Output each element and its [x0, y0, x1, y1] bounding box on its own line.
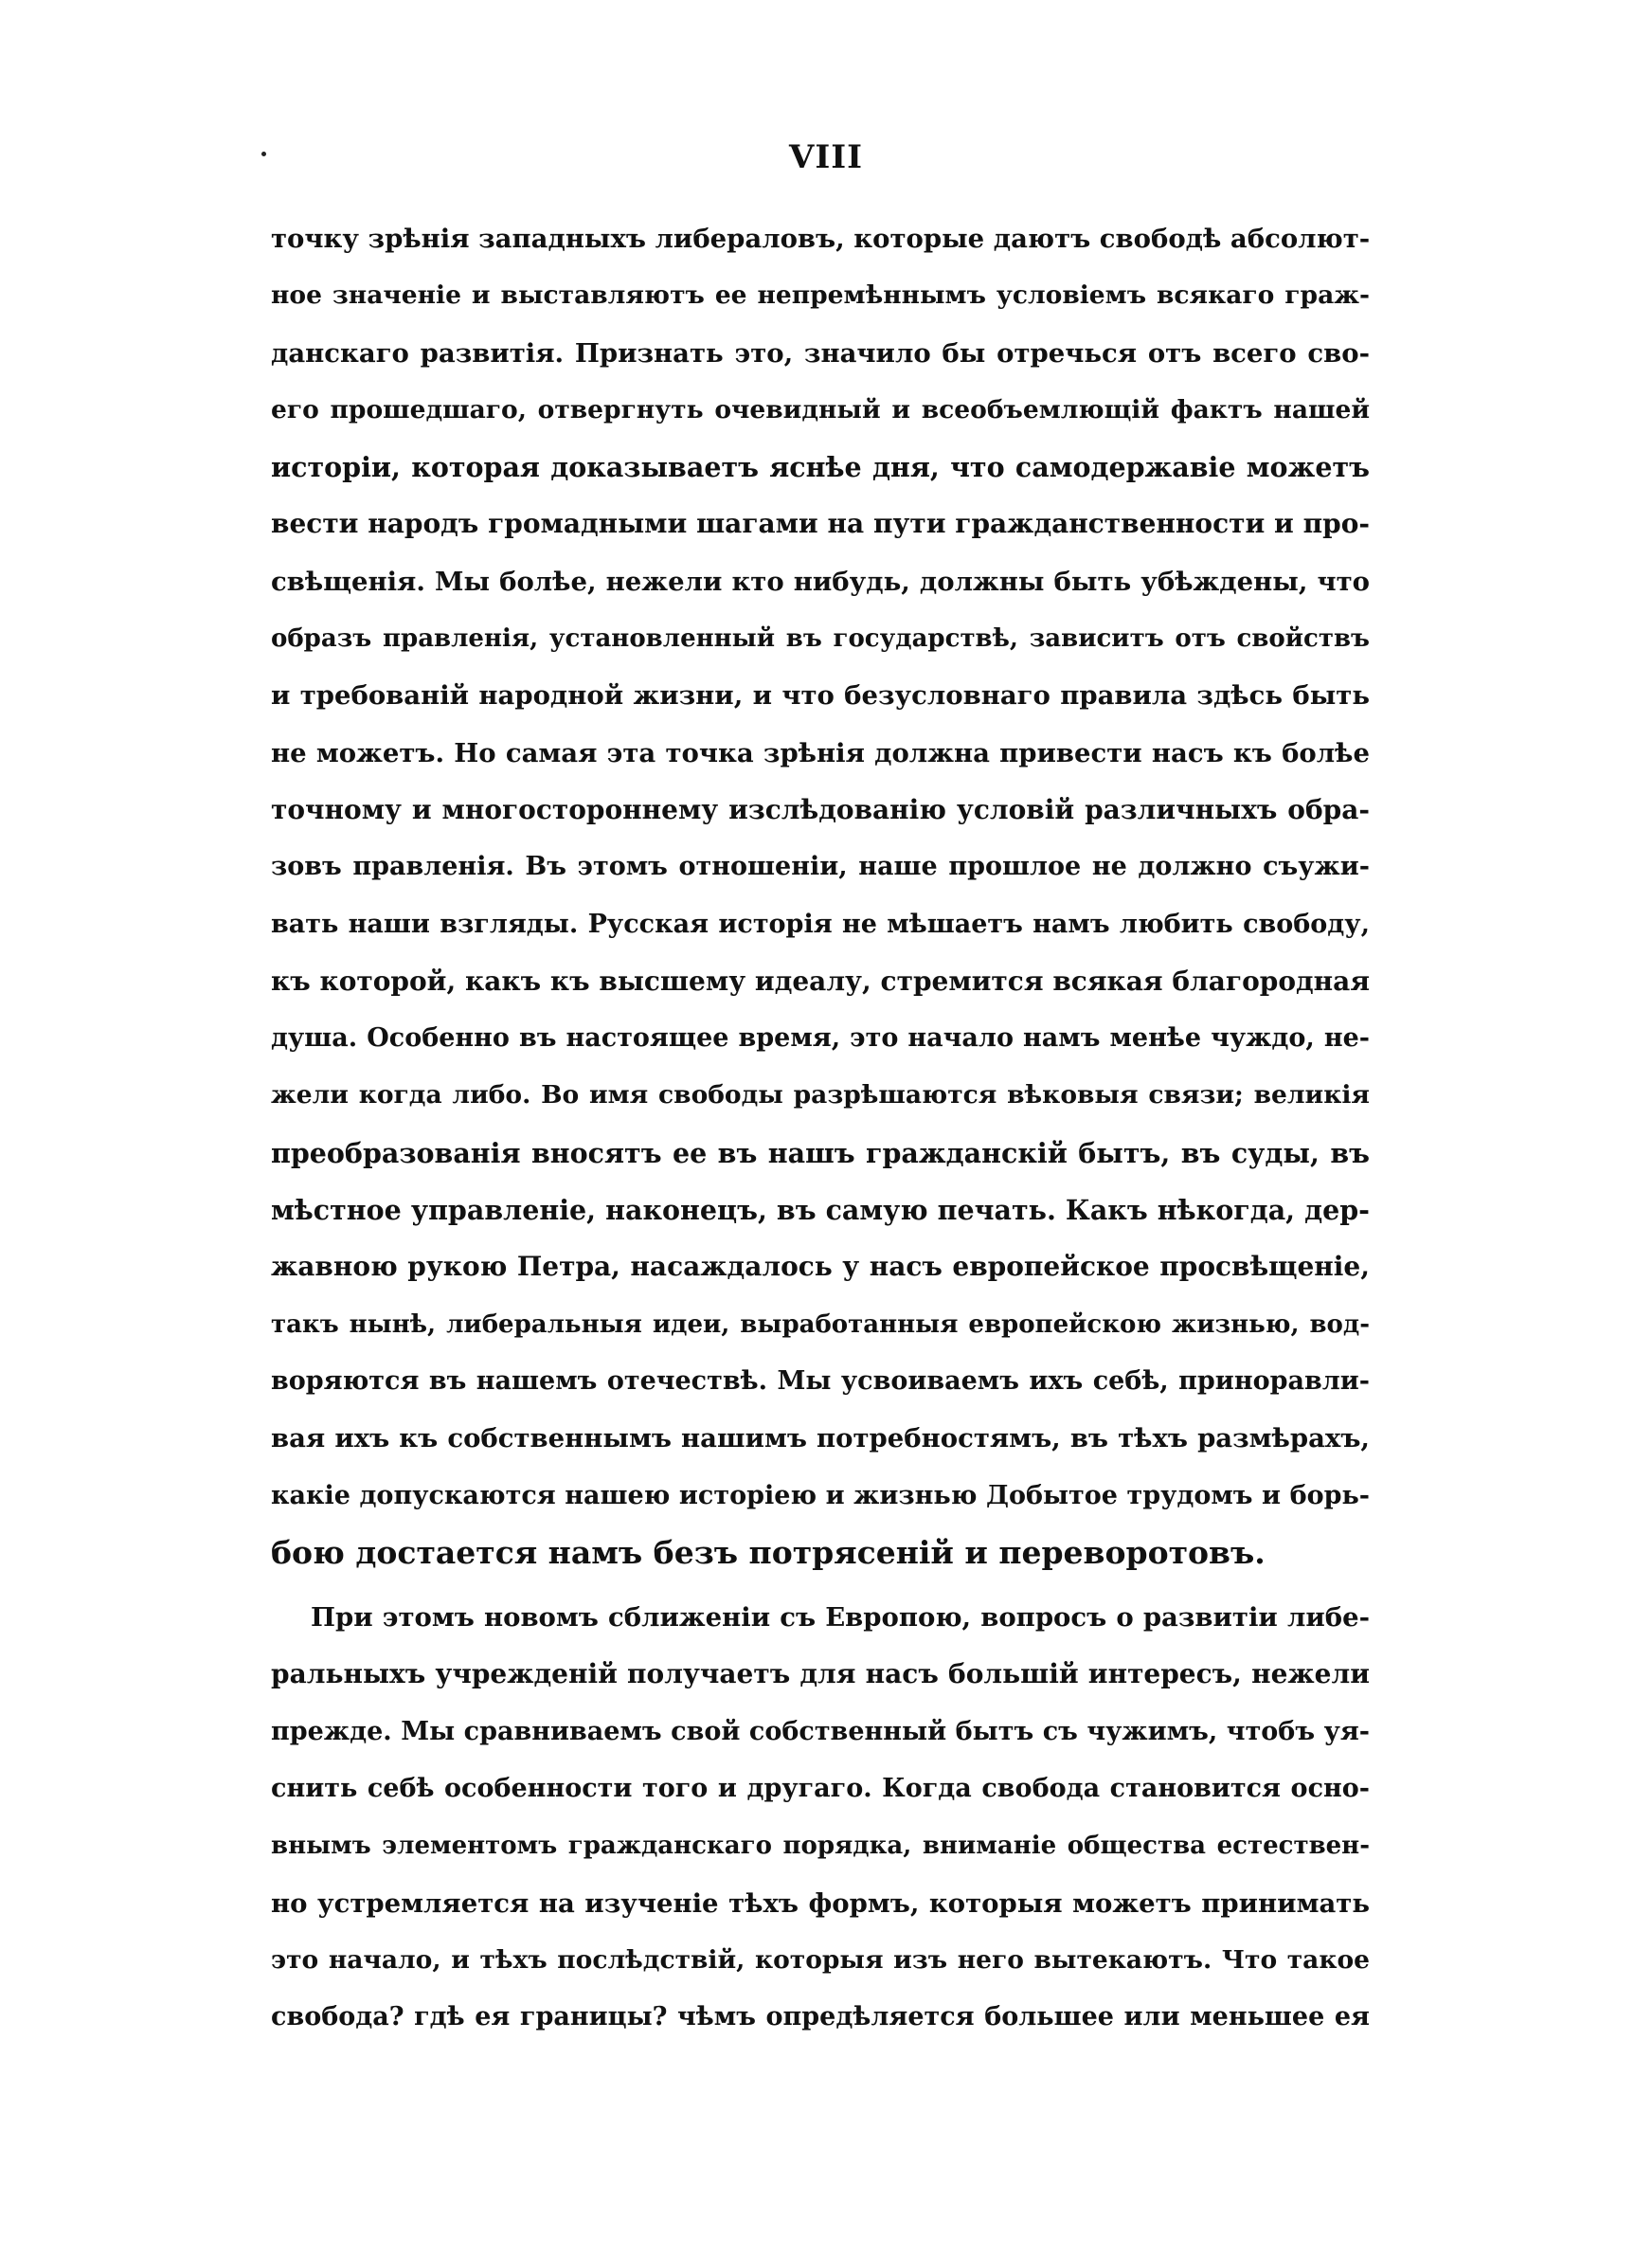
text-line: прежде. Мы сравниваемъ свой собственный бытъ съ чужимъ, чтобъ уя-	[271, 1716, 1370, 1746]
text-line: зовъ правленія. Въ этомъ отношеніи, наше прошлое не должно съужи-	[271, 852, 1370, 882]
text-line: воряются въ нашемъ отечествѣ. Мы усвоиваемъ ихъ себѣ, приноравли-	[271, 1365, 1370, 1396]
body-text	[271, 210, 1370, 2047]
text-line: вая ихъ къ собственнымъ нашимъ потребностямъ, въ тѣхъ размѣрахъ,	[271, 1423, 1370, 1454]
text-line: его прошедшаго, отвергнуть очевидный и всеобъемлющій фактъ нашей	[271, 394, 1370, 424]
text-line: ное значеніе и выставляютъ ее непремѣннымъ условіемъ всякаго граж-	[271, 280, 1370, 311]
text-line: точному и многостороннему изслѣдованію условій различныхъ обра-	[271, 793, 1370, 825]
text-line: душа. Особенно въ настоящее время, это начало намъ менѣе чуждо, не-	[271, 1023, 1370, 1054]
text-line: какіе допускаются нашею исторіею и жизнью Добытое трудомъ и борь-	[271, 1480, 1370, 1510]
text-line: данскаго развитія. Признать это, значило бы отречься отъ всего сво-	[271, 337, 1370, 369]
text-line: свѣщенія. Мы болѣе, нежели кто нибудь, должны быть убѣждены, что	[271, 566, 1370, 597]
text-line: не можетъ. Но самая эта точка зрѣнія должна привести насъ къ болѣе	[271, 737, 1370, 768]
text-line: исторіи, которая доказываетъ яснѣе дня, что самодержавіе можетъ	[271, 451, 1370, 484]
text-line: жели когда либо. Во имя свободы разрѣшаются вѣковыя связи; великія	[271, 1080, 1370, 1110]
text-line: внымъ элементомъ гражданскаго порядка, вниманіе общества естествен-	[271, 1832, 1370, 1861]
text-line: образъ правленія, установленный въ государствѣ, зависитъ отъ свойствъ	[271, 624, 1370, 654]
text-line: это начало, и тѣхъ послѣдствій, которыя изъ него вытекаютъ. Что такое	[271, 1944, 1370, 1975]
paragraph-1	[271, 210, 1370, 1581]
text-line: и требованій народной жизни, и что безусловнаго правила здѣсь быть	[271, 680, 1370, 712]
page-number: VIII	[788, 138, 864, 176]
text-line: преобразованія вносятъ ее въ нашъ гражданскій бытъ, въ суды, въ	[271, 1136, 1370, 1169]
text-line: но устремляется на изученіе тѣхъ формъ, которыя можетъ принимать	[271, 1887, 1370, 1919]
text-line: вать наши взгляды. Русская исторія не мѣшаетъ намъ любить свободу,	[271, 909, 1370, 939]
text-line: снить себѣ особенности того и другаго. Когда свобода становится осно-	[271, 1774, 1370, 1804]
text-line: точку зрѣнія западныхъ либераловъ, которые даютъ свободѣ абсолют-	[271, 224, 1370, 254]
text-line: При этомъ новомъ сближеніи съ Европою, вопросъ о развитіи либе-	[311, 1602, 1370, 1634]
text-line: бою достается намъ безъ потрясеній и переворотовъ.	[271, 1533, 1266, 1571]
text-line: къ которой, какъ къ высшему идеалу, стремится всякая благородная	[271, 965, 1370, 997]
text-line: мѣстное управленіе, наконецъ, въ самую печать. Какъ нѣкогда, дер-	[271, 1194, 1370, 1227]
text-line: такъ нынѣ, либеральныя идеи, выработанныя европейскою жизнью, вод-	[271, 1309, 1370, 1339]
paragraph-2	[271, 1589, 1370, 2046]
text-line: свобода? гдѣ ея границы? чѣмъ опредѣляется большее или меньшее ея	[271, 2002, 1370, 2032]
text-line: ральныхъ учрежденій получаетъ для насъ большій интересъ, нежели	[271, 1658, 1370, 1690]
paragraph-gap	[271, 1581, 1370, 1589]
text-line: жавною рукою Петра, насаждалось у насъ европейское просвѣщеніе,	[271, 1251, 1370, 1283]
text-line: вести народъ громадными шагами на пути гражданственности и про-	[271, 508, 1370, 540]
